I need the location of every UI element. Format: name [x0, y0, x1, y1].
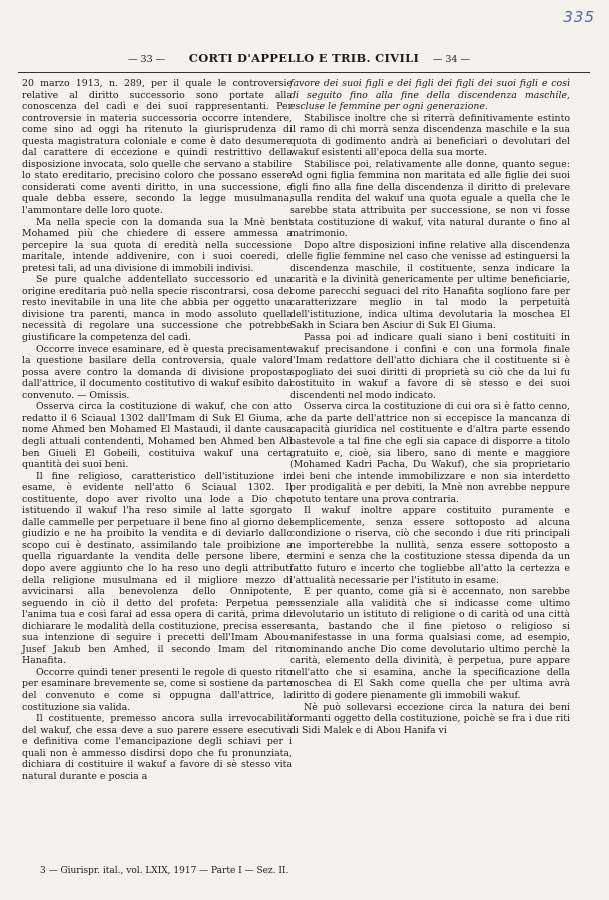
paragraph: Il wakuf inoltre appare costituito puramente e semplicemente, senza essere sottoposto ad alcuna condizione o riserva, ciò che secondo i due riti principali ne importerebbe la nullità, senza essere sottoposto a termini e senza che la costituzione stessa dipenda da un fatto futuro e incerto che togliebbe all'atto la certezza e l'attualità necessarie per l'istituto in esame.	[290, 505, 570, 586]
paragraph: Nè può sollevarsi eccezione circa la natura dei beni formanti oggetto della costituzione, poichè se fra i due riti di Sidi Malek e di Abou Hanifa vi	[290, 701, 570, 736]
page-header	[18, 51, 590, 68]
paragraph: Il fine religioso, caratteristico dell'istituzione in esame, è evidente nell'atto 6 Sciaual 1302. Il costituente, dopo aver rivolto una lode a Dio che istituendo il wakuf l'ha reso simile al latte sgorgato dalle cammelle per perpetuare il bene fino al giorno del giudizio e ne ha proibito la vendita e di deviarlo dallo scopo cui è destinato, assimilando tale proibizione a quella riguardante la vendita delle persone libere, e dopo avere aggiunto che lo ha reso uno degli attributi della religione musulmana ed il migliore mezzo di avvicinarsi alla benevolenza dello Onnipotente, seguendo in ciò il detto del profeta: Perpetua per l'anima tua e così farai ad essa opera di carità, prima di dichiarare le modalità della costituzione, precisa essere sua intenzione di seguire i precetti dell'Imam Abou-Jusef Jakub ben Amhed, il secondo Imam del rito Hanafita.	[22, 470, 292, 667]
paragraph: Stabilisce poi, relativamente alle donne, quanto segue: Ad ogni figlia femmina non maritata ed alle figlie dei suoi figli fino alla fine della discendenza il diritto di prelevare sulla rendita del wakuf una quota eguale a quella che le sarebbe stata attribuita per successione, se non vi fosse stata costituzione di wakuf, vita natural durante o fino al matrimonio.	[290, 158, 570, 240]
page-number-left: — 33 —	[128, 54, 166, 65]
page-footer: 3 — Giurispr. ital., vol. LXIX, 1917 — Parte I — Sez. II.	[40, 866, 289, 876]
paragraph: Osserva circa la costituzione di cui ora si è fatto cenno, che da parte dell'attrice non si eccepisce la mancanza di capacità giuridica nel costituente e d'altra parte essendo bastevole a tal fine che egli sia capace di disporre a titolo gratuito e, cioè, sia libero, sano di mente e maggiore (Mohamed Kadri Pacha, Du Wakuf), che sia proprietario dei beni che intende immobilizzare e non sia interdetto per prodigalità e per debiti, la Mnè non avrebbe neppure potuto tentare una prova contraria.	[290, 401, 570, 505]
paragraph: Dopo altre disposizioni infine relative alla discendenza delle figlie femmine nel caso che venisse ad estinguersi la discendenza maschile, il costituente, senza indicare la carità e la divinità genericamente per ultime beneficiarie, come parecchi seguaci del rito Hanafita sogliono fare per caratterizzare meglio in tal modo la perpetuità dell'istituzione, indica ultima devolutaria la moschea El Sakh in Sciara ben Asciur di Suk El Giuma.	[290, 239, 570, 332]
paragraph: Passa poi ad indicare quali siano i beni costituiti in wakuf precisandone i confini e con una formola finale l'Imam redattore dell'atto dichiara che il costituente si è spogliato dei suoi diritti di proprietà su ciò che da lui fu costituito in wakuf a favore di sè stesso e dei suoi discendenti nel modo indicato.	[290, 332, 570, 401]
paragraph: Occorre invece esaminare, ed è questa precisamente la questione basilare della controversia, quale valore possa avere contro la domanda di divisione proposta dall'attrice, il documento costitutivo di wakuf esibito dal convenuto. — Omissis.	[22, 343, 292, 401]
paragraph: Ma nella specie con la domanda sua la Mnè bent Mohamed più che chiedere di essere ammessa a percepire la sua quota di eredità nella successione maritale, intende addivenire, con i suoi coeredi, o pretesi tali, ad una divisione di immobili indivisi.	[22, 216, 292, 274]
paragraph: Se pure qualche addentellato successorio ed una origine ereditaria può nella specie riscontrarsi, cosa del resto inevitabile in una lite che abbia per oggetto una divisione tra parenti, manca in modo assoluto quella necessità di regolare una successione che potrebbe giustificare la competenza del cadì.	[22, 274, 292, 344]
paragraph: Stabilisce inoltre che si riterrà definitivamente estinto il ramo di chi morrà senza discendenza maschile e la sua quota di godimento andrà ai beneficiari o devolutari del wakuf esistenti all'epoca della sua morte.	[290, 112, 570, 159]
paragraph: Occorre quindi tener presenti le regole di questo rito per esaminare brevemente se, come si sostiene da parte del convenuto e come si oppugna dall'attrice, la costituzione sia valida.	[22, 666, 292, 713]
handwritten-page-number: 335	[563, 8, 595, 26]
header-rule	[18, 72, 590, 73]
paragraph: favore dei suoi figli e dei figli dei figli dei suoi figli e così di seguito fino alla fine della discendenza maschile, escluse le femmine per ogni generazione.	[290, 78, 570, 113]
running-title: CORTI D'APPELLO E TRIB. CIVILI	[188, 51, 420, 65]
paragraph: Il costituente, premesso ancora sulla irrevocabilità del wakuf, che essa deve a suo parere essere esecutiva e definitiva come l'emancipazione degli schiavi per i quali non è ammesso disdirsi dopo che fu pronunziata, dichiara di costituire il wakuf a favore di sè stesso vita natural durante e poscia a	[22, 713, 292, 782]
right-column	[290, 78, 570, 736]
page-number-right: — 34 —	[432, 54, 470, 65]
paragraph: Osserva circa la costituzione di wakuf, che con atto redatto il 6 Sciaual 1302 dall'Imam di Suk El Giuma, a nome Ahmed ben Mohamed El Mastaudi, il dante causa degli attuali contendenti, Mohamed ben Ahmed ben Alì ben Giueli El Gobeili, costituiva wakuf una certa quantità dei suoi beni.	[22, 401, 292, 471]
left-column	[22, 78, 292, 782]
paragraph: E per quanto, come già si è accennato, non sarebbe essenziale alla validità che si indicasse come ultimo devolutario un istituto di religione o di carità od una città santa, bastando che il fine pietoso o religioso si manifestasse in una forma qualsiasi come, ad esempio, nominando anche Dio come devolutario ultimo perchè la carità, elemento della divinità, è perpetua, pure appare nell'atto che si esamina, anche la specificazione della moschea di El Sakh come quella che per ultima avrà diritto di godere pienamente gli immobili wakuf.	[290, 586, 570, 701]
paragraph: 20 marzo 1913, n. 289, per il quale le controversie relative al diritto successorio sono portate alla conoscenza del cadì e dei suoi rappresentanti. Per controversie in materia successoria occorre intendere, come sino ad oggi ha ritenuto la giurisprudenza di questa magistratura coloniale e come è dato desumere dal carattere di eccezione e quindi restrittivo della disposizione invocata, solo quelle che servano a stabilire lo stato ereditario, precisino coloro che possano essere considerati come aventi diritto, in una successione, e quale debba essere, secondo la legge musulmana, l'ammontare delle loro quote.	[22, 78, 292, 217]
